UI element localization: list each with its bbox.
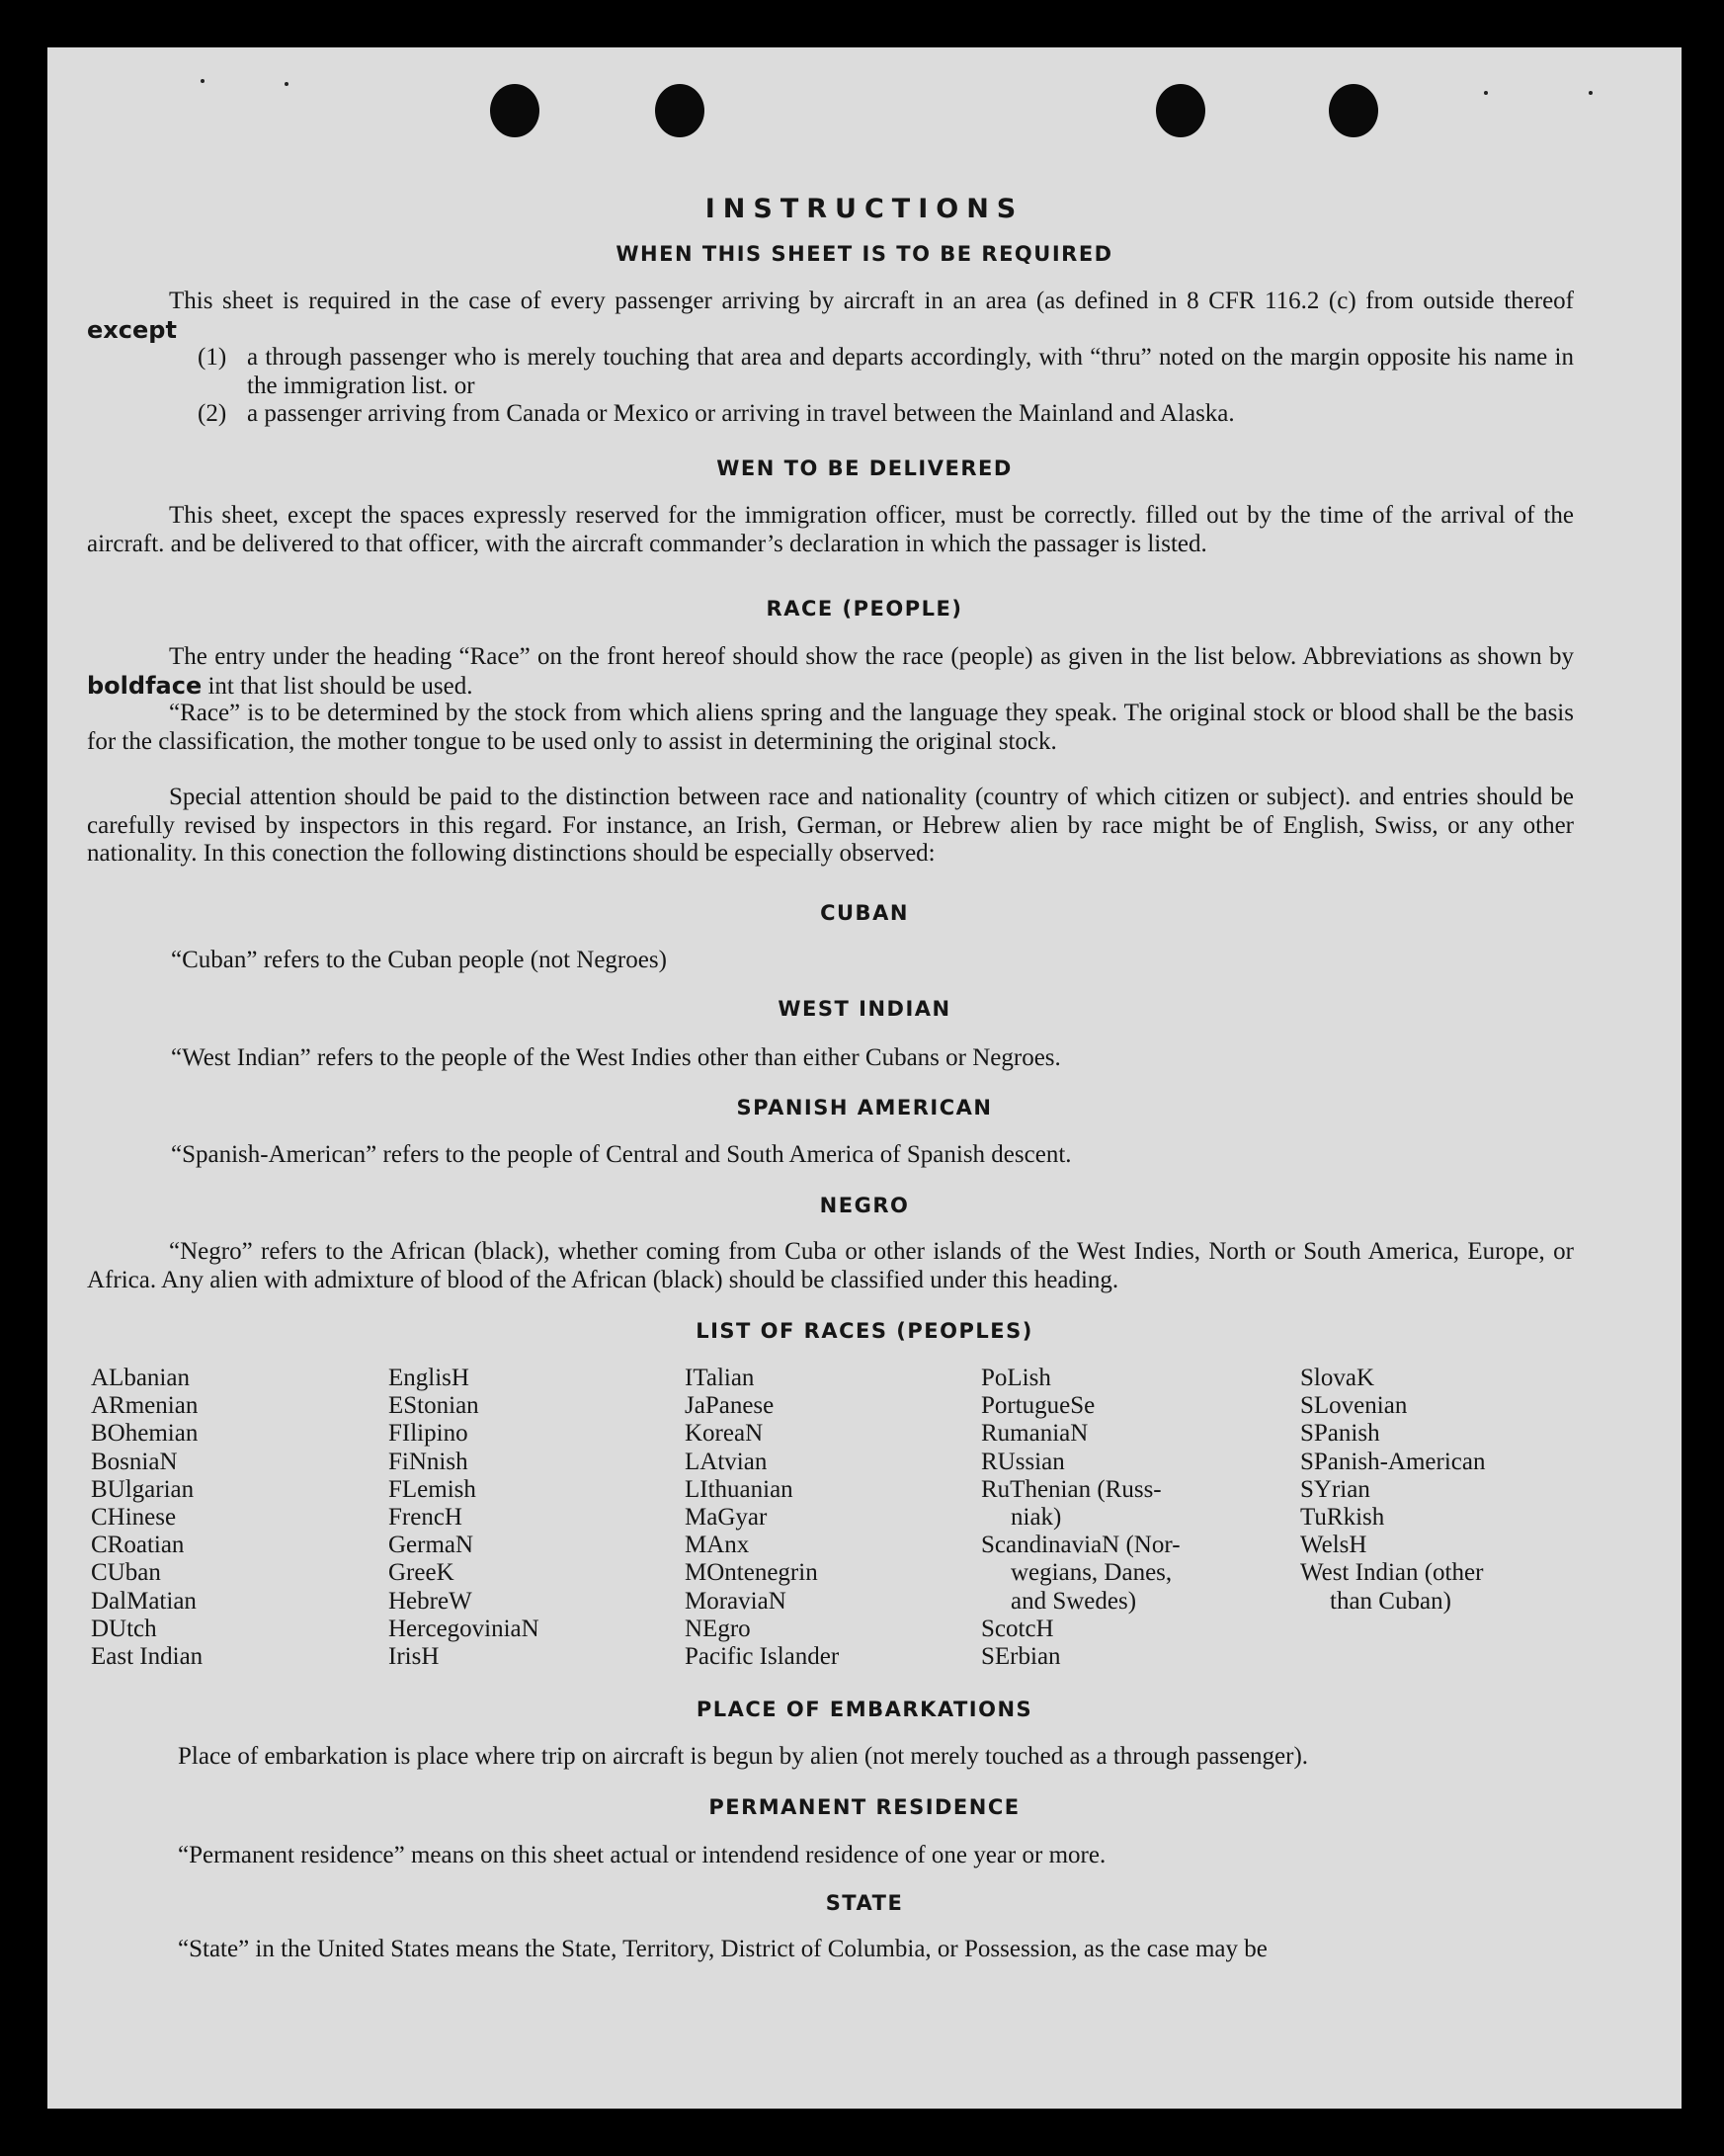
race-entry: KoreaN (685, 1420, 764, 1448)
race-entry-continued: niak) (1011, 1504, 1062, 1532)
race-entry: BosniaN (91, 1448, 178, 1475)
speck (285, 82, 288, 86)
heading-when-required: WHEN THIS SHEET IS TO BE REQUIRED (616, 242, 1113, 266)
race-entry: SErbian (981, 1643, 1061, 1671)
race-entry: EnglisH (388, 1365, 469, 1391)
race-entry-continued: and Swedes) (1011, 1587, 1137, 1615)
race-paragraph-3: Special attention should be paid to the distinction between race and nationality (country of which citizen or subject). and entries should be carefully revised by inspectors in this regard. For instance, an Irish, German, or Hebrew alien by race might be of English, Swiss, or any other nationality. In this conection the following distinctions should be especially observed: (87, 784, 1574, 867)
races-column-2 (388, 1365, 539, 1671)
race-entry: SlovaK (1300, 1365, 1374, 1391)
races-column-4 (981, 1365, 1181, 1671)
speck (201, 79, 205, 83)
document-page (47, 47, 1682, 2109)
heading-race: RACE (PEOPLE) (766, 597, 963, 621)
item-text: a through passenger who is merely touching that area and departs accordingly, with “thru” noted on the margin opposite his name in the immigration list. or (247, 344, 1574, 399)
heading-spanish-american: SPANISH AMERICAN (736, 1096, 993, 1119)
punch-hole (1329, 84, 1378, 137)
race-entry: FLemish (388, 1475, 476, 1503)
punch-hole (655, 84, 704, 137)
race-text: int that list should be used. (207, 672, 473, 700)
race-entry: FrencH (388, 1504, 462, 1532)
heading-list-of-races: LIST OF RACES (PEOPLES) (696, 1319, 1033, 1343)
race-entry: CRoatian (91, 1532, 185, 1559)
state-text: “State” in the United States means the State, Territory, District of Columbia, or Possession, as the case may be (178, 1936, 1268, 1962)
race-entry: SPanish (1300, 1420, 1380, 1448)
when-required-intro (87, 288, 1574, 345)
heading-negro: NEGRO (819, 1194, 910, 1217)
race-entry: DUtch (91, 1615, 157, 1642)
intro-text: This sheet is required in the case of every passenger arriving by aircraft in an area (as defined in 8 CFR 116.2 (c) from outside thereof (169, 288, 1574, 314)
race-entry: PortugueSe (981, 1392, 1096, 1420)
race-entry: MOntenegrin (685, 1559, 818, 1587)
race-entry: RUssian (981, 1448, 1065, 1475)
permanent-residence-text: “Permanent residence” means on this sheet actual or intendend residence of one year or more. (178, 1842, 1107, 1868)
races-column-5 (1300, 1365, 1485, 1616)
boldface-word: boldface (87, 671, 203, 700)
race-entry: FIlipino (388, 1420, 468, 1448)
races-column-3 (685, 1365, 839, 1671)
heading-embarkation: PLACE OF EMBARKATIONS (696, 1698, 1033, 1721)
race-entry: Pacific Islander (685, 1643, 840, 1671)
heading-cuban: CUBAN (820, 901, 909, 925)
race-entry: MaGyar (685, 1504, 768, 1532)
punch-hole (490, 84, 539, 137)
race-entry: JaPanese (685, 1392, 775, 1420)
heading-permanent-residence: PERMANENT RESIDENCE (708, 1795, 1021, 1819)
race-entry: LIthuanian (685, 1475, 793, 1503)
page-title: INSTRUCTIONS (704, 194, 1025, 224)
race-entry: PoLish (981, 1365, 1051, 1391)
race-entry: HebreW (388, 1587, 472, 1615)
race-entry: NEgro (685, 1615, 751, 1642)
exception-item-2 (198, 400, 1574, 429)
race-entry: ARmenian (91, 1392, 199, 1420)
race-entry: ITalian (685, 1365, 755, 1391)
exception-item-1 (198, 344, 1574, 400)
race-entry: East Indian (91, 1643, 204, 1671)
item-text: a passenger arriving from Canada or Mexico or arriving in travel between the Mainland and Alaska. (247, 400, 1235, 427)
race-entry: DalMatian (91, 1587, 197, 1615)
race-entry-continued: wegians, Danes, (1011, 1559, 1173, 1587)
heading-west-indian: WEST INDIAN (778, 997, 951, 1021)
speck (1589, 91, 1593, 95)
race-entry: WelsH (1300, 1532, 1367, 1559)
speck (1484, 91, 1488, 95)
race-entry: TuRkish (1300, 1504, 1385, 1532)
cuban-text: “Cuban” refers to the Cuban people (not Negroes) (171, 947, 667, 973)
race-entry: HercegoviniaN (388, 1615, 539, 1642)
races-column-1 (91, 1365, 203, 1671)
race-paragraph-2: “Race” is to be determined by the stock from which aliens spring and the language they speak. The original stock or blood shall be the basis for the classification, the mother tongue to be used only to assist in determining the original stock. (87, 700, 1574, 755)
item-number: (2) (198, 400, 227, 427)
race-entry: ALbanian (91, 1365, 190, 1391)
race-entry: GermaN (388, 1532, 474, 1559)
race-entry: IrisH (388, 1643, 440, 1671)
race-entry: BOhemian (91, 1420, 199, 1448)
punch-hole (1156, 84, 1205, 137)
race-entry: SPanish-American (1300, 1448, 1486, 1475)
embarkation-text: Place of embarkation is place where trip on aircraft is begun by alien (not merely touched as a through passenger). (178, 1743, 1309, 1770)
race-entry: CUban (91, 1559, 161, 1587)
race-entry: ScandinaviaN (Nor- (981, 1532, 1181, 1559)
negro-text: “Negro” refers to the African (black), whether coming from Cuba or other islands of the West Indies, North or South America, Europe, or Africa. Any alien with admixture of blood of the African (black) should be classified under this heading. (87, 1238, 1574, 1293)
race-entry: RumaniaN (981, 1420, 1089, 1448)
race-entry: BUlgarian (91, 1475, 195, 1503)
race-entry: LAtvian (685, 1448, 768, 1475)
race-entry: MoraviaN (685, 1587, 786, 1615)
race-entry: West Indian (other (1300, 1559, 1484, 1587)
race-entry: SYrian (1300, 1475, 1370, 1503)
race-text: The entry under the heading “Race” on the front hereof should show the race (people) as given in the list below. Abbreviations as shown by (169, 643, 1574, 670)
when-delivered-text: This sheet, except the spaces expressly reserved for the immigration officer, must be correctly. filled out by the time of the arrival of the aircraft. and be delivered to that officer, with the aircraft commander’s declaration in which the passager is listed. (87, 502, 1574, 557)
item-number: (1) (198, 344, 227, 371)
spanish-american-text: “Spanish-American” refers to the people of Central and South America of Spanish descent. (171, 1141, 1072, 1168)
race-entry: ScotcH (981, 1615, 1054, 1642)
race-entry: MAnx (685, 1532, 750, 1559)
except-bold: except (87, 315, 177, 344)
race-entry-continued: than Cuban) (1330, 1587, 1451, 1615)
race-entry: SLovenian (1300, 1392, 1408, 1420)
race-entry: RuThenian (Russ- (981, 1475, 1162, 1503)
race-entry: GreeK (388, 1559, 454, 1587)
race-paragraph-1 (87, 643, 1574, 701)
heading-state: STATE (825, 1891, 904, 1915)
race-entry: CHinese (91, 1504, 177, 1532)
race-entry: EStonian (388, 1392, 479, 1420)
race-entry: FiNnish (388, 1448, 468, 1475)
heading-when-delivered: WEN TO BE DELIVERED (716, 456, 1013, 480)
west-indian-text: “West Indian” refers to the people of the West Indies other than either Cubans or Negroes. (171, 1044, 1061, 1071)
